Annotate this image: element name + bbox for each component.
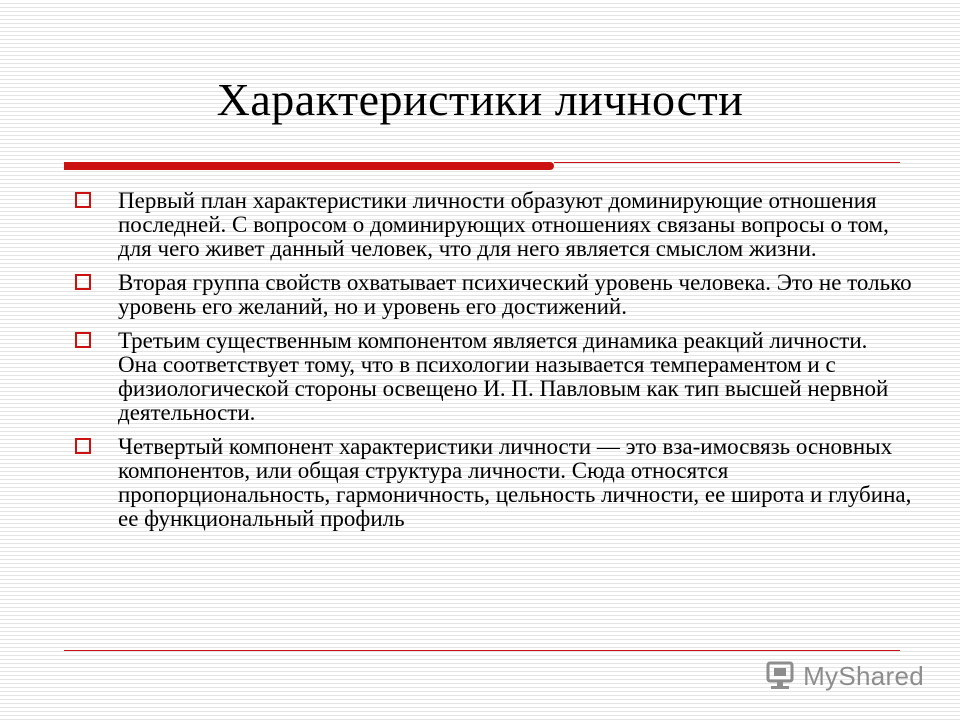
title-accent-bar [64, 162, 554, 170]
bullet-item [72, 435, 912, 531]
watermark-text: MyShared [803, 660, 924, 691]
square-bullet-icon [75, 192, 91, 208]
watermark-logo [763, 656, 924, 696]
bullet-item [72, 271, 912, 319]
title-divider-line [554, 162, 900, 163]
slide-title: Характеристики личности [216, 74, 744, 125]
square-bullet-icon [75, 332, 91, 348]
square-bullet-icon [75, 274, 91, 290]
bullet-text: Четвертый компонент характеристики личности — это вза-имосвязь основных компонентов, или общая структура личности. Сюда относятся пропорциональность, гармоничность, цельность личности, ее широта и глубина, ее функциональный профиль [118, 434, 912, 531]
bullet-item [72, 189, 912, 261]
footer-divider-line [64, 650, 900, 651]
bullet-text: Третьим существенным компонентом является динамика реакций личности. Она соответствует тому, что в психологии называется темпераментом и с физиологической стороны освещено И. П. Павловым как тип высшей нервной деятельности. [118, 328, 889, 425]
square-bullet-icon [75, 438, 91, 454]
myshared-logo-icon [763, 659, 797, 693]
bullet-item [72, 329, 912, 425]
bullet-list [72, 189, 912, 541]
bullet-text: Вторая группа свойств охватывает психический уровень человека. Это не только уровень его желаний, но и уровень его достижений. [118, 270, 912, 319]
bullet-text: Первый план характеристики личности образуют доминирующие отношения последней. С вопросом о доминирующих отношениях связаны вопросы о том, для чего живет данный человек, что для него является смыслом жизни. [118, 188, 889, 261]
